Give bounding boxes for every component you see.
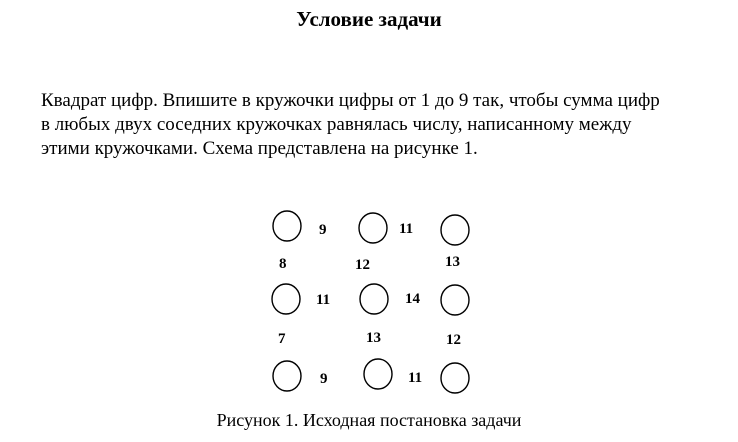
description-line: этими кружочками. Схема представлена на рисунке 1.	[41, 138, 478, 159]
sum-label: 11	[399, 221, 414, 237]
description-line: в любых двух соседних кружочках равнялась числу, написанному между	[41, 114, 632, 135]
digit-circle	[441, 285, 469, 315]
digit-circle	[360, 284, 388, 314]
sum-label: 14	[405, 291, 420, 307]
sum-label: 13	[445, 254, 460, 270]
sum-label: 8	[279, 256, 287, 272]
task-title: Условие задачи	[296, 7, 442, 31]
sum-label: 9	[320, 371, 328, 387]
digit-circle	[359, 213, 387, 243]
digit-circle	[272, 284, 300, 314]
sum-label: 11	[316, 292, 331, 308]
sum-label: 13	[366, 330, 381, 346]
sum-label: 12	[355, 257, 370, 273]
digit-circle	[273, 361, 301, 391]
digit-circle	[273, 211, 301, 241]
sum-label: 9	[319, 222, 327, 238]
sum-label: 7	[278, 331, 286, 347]
description-line: Квадрат цифр. Впишите в кружочки цифры от 1 до 9 так, чтобы сумма цифр	[41, 90, 660, 111]
figure-caption: Рисунок 1. Исходная постановка задачи	[216, 410, 522, 430]
digit-circle	[441, 363, 469, 393]
sum-label: 11	[408, 370, 423, 386]
digit-circle	[441, 215, 469, 245]
sum-label: 12	[446, 332, 461, 348]
digit-circle	[364, 359, 392, 389]
